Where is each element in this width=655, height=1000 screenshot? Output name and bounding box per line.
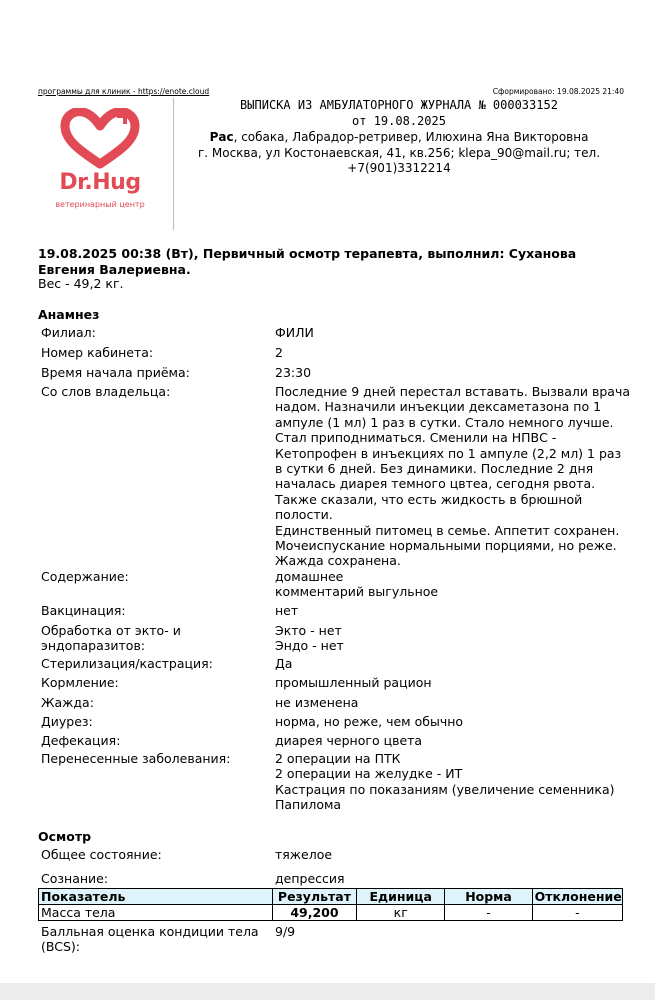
row-value: Последние 9 дней перестал вставать. Вызвали врача надом. Назначили инъекции дексаметазона по 1 ампуле (1 мл) 1 раз в сутки. Стало немного лучше. Стал приподниматься. Сменили на НПВС - Кетопрофен в инъекциях по 1 ампуле (2,2 мл) 1 раз в сутки 6 дней. Без динамики. Последние 2 дня началась диарея темного цвтеа, сегодня рвота. Также сказали, что есть жидкость в брюшной полости. Единственный питомец в семье. Аппетит сохранен. Мочеиспускание нормальными порциями, но реже. Жажда сохранена. [275, 384, 631, 569]
row-value: ФИЛИ [275, 325, 314, 340]
table-cell: Масса тела [39, 905, 273, 921]
row-label: Жажда: [41, 695, 94, 710]
row-label: Дефекация: [41, 733, 121, 748]
header-cell: Результат [272, 889, 356, 905]
row-label: Стерилизация/кастрация: [41, 656, 213, 671]
row-value: промышленный рацион [275, 675, 432, 690]
patient-name: Рас [209, 130, 234, 144]
row-value: Да [275, 656, 293, 671]
table-cell: - [532, 905, 622, 921]
row-value: депрессия [275, 871, 345, 886]
row-value: тяжелое [275, 847, 333, 862]
clinic-software-link[interactable]: программы для клиник - https://enote.cloud [38, 87, 210, 96]
row-label: Номер кабинета: [41, 345, 154, 360]
row-value: Экто - нет Эндо - нет [275, 623, 344, 654]
table-cell: 49,200 [272, 905, 356, 921]
row-value: не изменена [275, 695, 359, 710]
header-cell: Отклонение [532, 889, 622, 905]
row-label: Содержание: [41, 569, 129, 584]
document-title [180, 98, 618, 129]
row-label: Вакцинация: [41, 603, 126, 618]
row-label: Перенесенные заболевания: [41, 751, 231, 766]
visit-title: 19.08.2025 00:38 (Вт), Первичный осмотр терапевта, выполнил: Суханова Евгения Валериевна. [38, 246, 577, 277]
document-title-line2: от 19.08.2025 [352, 113, 446, 128]
row-label: Со слов владельца: [41, 384, 171, 399]
row-value: норма, но реже, чем обычно [275, 714, 464, 729]
results-table [38, 888, 623, 921]
exam-title: Осмотр [38, 829, 92, 844]
row-value: 9/9 [275, 924, 296, 939]
row-label: Время начала приёма: [41, 365, 190, 380]
row-value: 23:30 [275, 365, 312, 380]
logo-subtitle: ветеринарный центр [55, 200, 145, 209]
patient-info [180, 130, 618, 177]
visit-weight: Вес - 49,2 кг. [38, 276, 124, 291]
row-label: Диурез: [41, 714, 93, 729]
header-cell: Норма [445, 889, 532, 905]
row-value: 2 [275, 345, 283, 360]
row-value: 2 операции на ПТК 2 операции на желудке - ИТ Кастрация по показаниям (увеличение семенника) Папилома [275, 751, 615, 813]
results-header-row [39, 889, 623, 905]
generated-timestamp: Сформировано: 19.08.2025 21:40 [492, 87, 624, 96]
owner-address: г. Москва, ул Костонаевская, 41, кв.256; klepa_90@mail.ru; тел. +7(901)3312214 [197, 145, 601, 175]
page-footer-band [0, 983, 655, 1000]
header-cell: Единица [357, 889, 445, 905]
clinic-logo [45, 108, 165, 218]
row-label: Сознание: [41, 871, 109, 886]
row-label: Балльная оценка кондиции тела (BCS): [41, 924, 259, 955]
table-cell: кг [357, 905, 445, 921]
row-value: домашнее комментарий выгульное [275, 569, 439, 600]
row-label: Кормление: [41, 675, 119, 690]
row-value: нет [275, 603, 299, 618]
document-title-line1: ВЫПИСКА ИЗ АМБУЛАТОРНОГО ЖУРНАЛА № 000033152 [240, 98, 558, 112]
heart-paw-icon [45, 108, 155, 170]
row-label: Обработка от экто- и эндопаразитов: [41, 623, 181, 654]
patient-details: , собака, Лабрадор-ретривер, Илюхина Яна Викторовна [233, 130, 589, 144]
header-cell: Показатель [39, 889, 273, 905]
row-label: Общее состояние: [41, 847, 162, 862]
table-cell: - [445, 905, 532, 921]
anamnesis-title: Анамнез [38, 307, 100, 322]
table-row [39, 905, 623, 921]
row-label: Филиал: [41, 325, 96, 340]
header-divider [173, 98, 174, 230]
row-value: диарея черного цвета [275, 733, 423, 748]
logo-brand: Dr.Hug [59, 170, 141, 195]
